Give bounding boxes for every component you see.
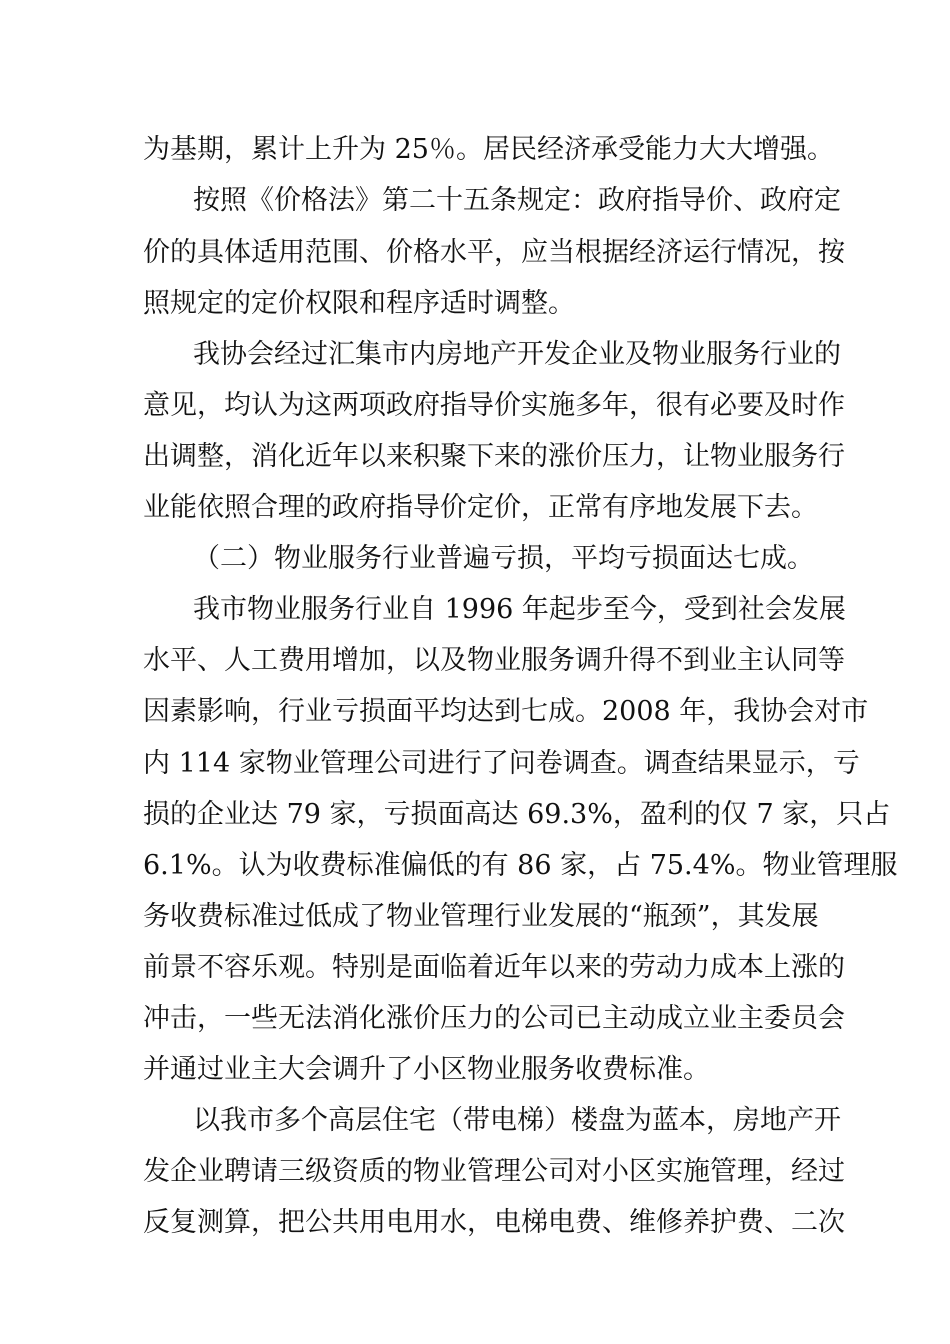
text-line: 冲击，一些无法消化涨价压力的公司已主动成立业主委员会: [143, 1003, 845, 1034]
text-line: 并通过业主大会调升了小区物业服务收费标准。: [143, 1054, 710, 1085]
text-line: 反复测算，把公共用电用水，电梯电费、维修养护费、二次: [143, 1207, 845, 1238]
text-line: 内 114 家物业管理公司进行了问卷调查。调查结果显示，亏: [143, 748, 860, 779]
text-line: 损的企业达 79 家，亏损面高达 69.3%，盈利的仅 7 家，只占: [143, 799, 891, 830]
text-line: 前景不容乐观。特别是面临着近年以来的劳动力成本上涨的: [143, 952, 845, 983]
paragraph-start-line: 我协会经过汇集市内房地产开发企业及物业服务行业的: [193, 339, 841, 370]
text-line: 出调整，消化近年以来积聚下来的涨价压力，让物业服务行: [143, 441, 845, 472]
section-heading: （二）物业服务行业普遍亏损，平均亏损面达七成。: [193, 543, 814, 574]
text-line: 照规定的定价权限和程序适时调整。: [143, 288, 575, 319]
paragraph-start-line: 以我市多个高层住宅（带电梯）楼盘为蓝本，房地产开: [193, 1105, 841, 1136]
text-line: 业能依照合理的政府指导价定价，正常有序地发展下去。: [143, 492, 818, 523]
text-line: 价的具体适用范围、价格水平，应当根据经济运行情况，按: [143, 237, 845, 268]
text-line: 6.1%。认为收费标准偏低的有 86 家，占 75.4%。物业管理服: [143, 850, 898, 881]
text-line: 发企业聘请三级资质的物业管理公司对小区实施管理，经过: [143, 1156, 845, 1187]
text-line: 意见，均认为这两项政府指导价实施多年，很有必要及时作: [143, 390, 845, 421]
text-line: 为基期，累计上升为 25％。居民经济承受能力大大增强。: [143, 134, 834, 165]
text-line: 务收费标准过低成了物业管理行业发展的“瓶颈”，其发展: [143, 901, 819, 932]
text-line: 水平、人工费用增加，以及物业服务调升得不到业主认同等: [143, 645, 845, 676]
paragraph-start-line: 按照《价格法》第二十五条规定：政府指导价、政府定: [193, 185, 841, 216]
text-line: 因素影响，行业亏损面平均达到七成。2008 年，我协会对市: [143, 696, 869, 727]
paragraph-start-line: 我市物业服务行业自 1996 年起步至今，受到社会发展: [193, 594, 846, 625]
